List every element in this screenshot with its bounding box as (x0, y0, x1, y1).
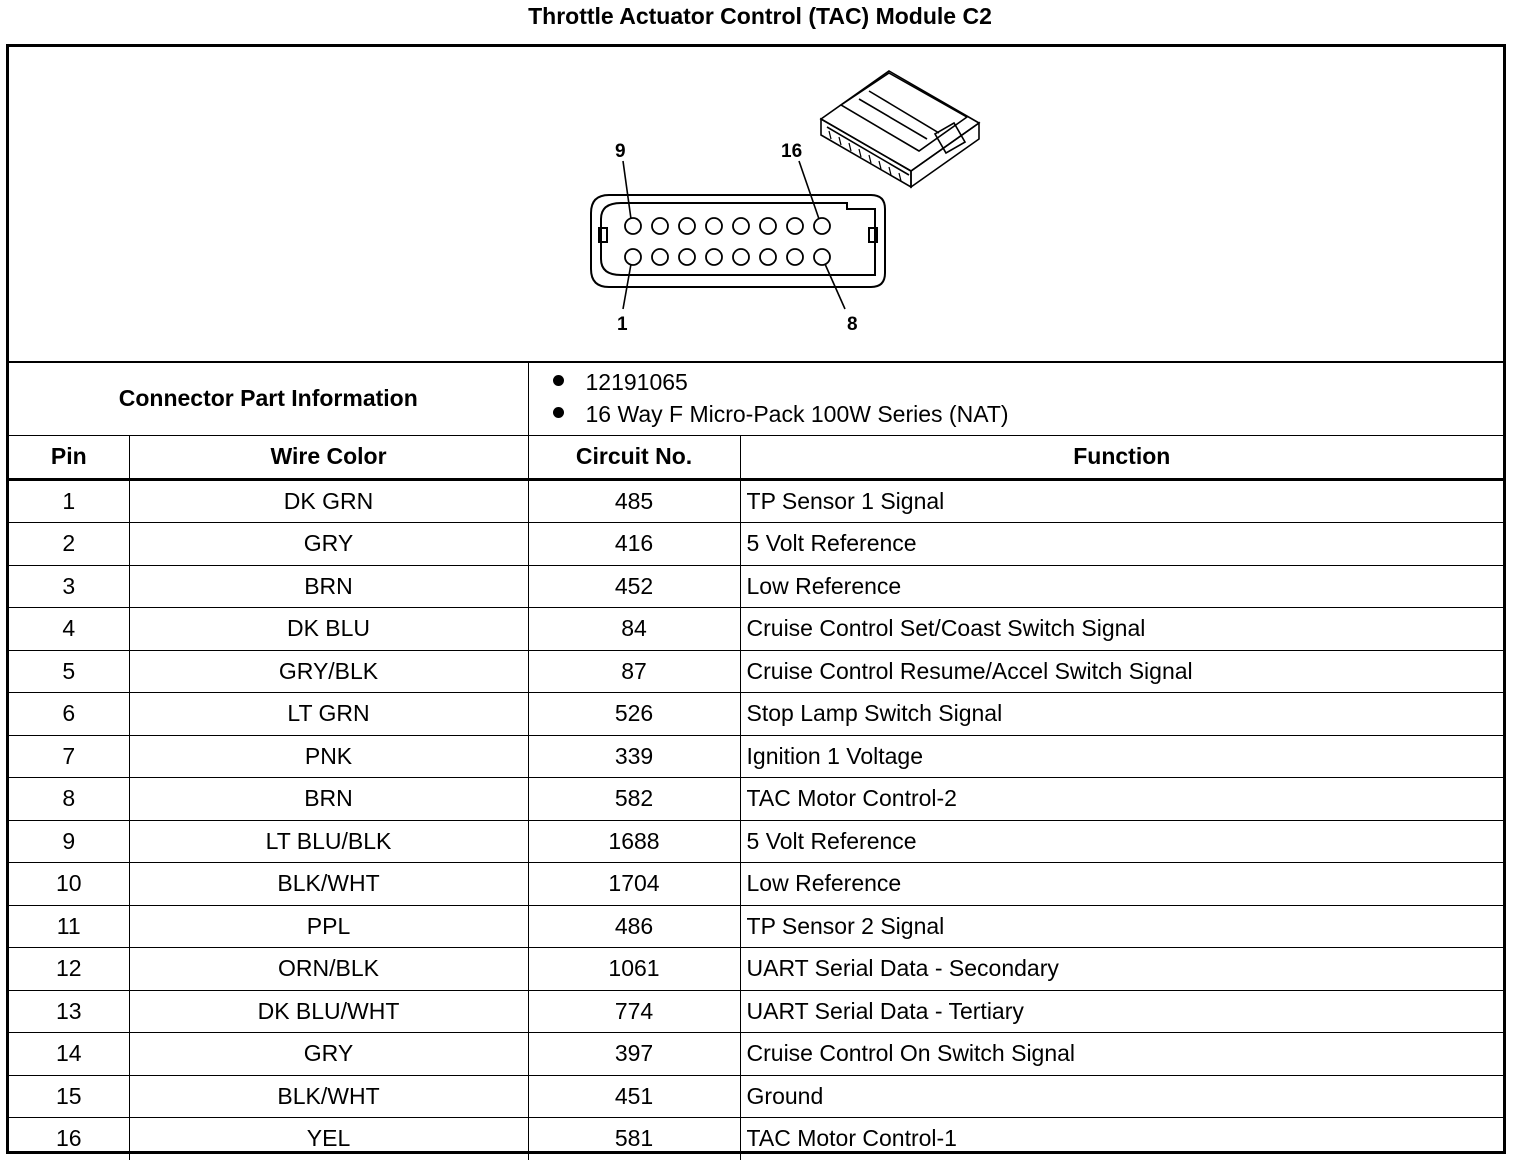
connector-info-item (553, 366, 1504, 398)
wire-color-cell: GRY/BLK (129, 650, 528, 693)
bullet-icon (553, 375, 564, 386)
page-title: Throttle Actuator Control (TAC) Module C2 (528, 3, 992, 29)
function-cell: 5 Volt Reference (740, 820, 1503, 863)
function-cell: 5 Volt Reference (740, 523, 1503, 566)
wire-color-cell: PNK (129, 735, 528, 778)
connector-face-drawing (9, 47, 1503, 361)
table-row (9, 990, 1503, 1033)
table-row (9, 863, 1503, 906)
pin-cell: 6 (9, 693, 129, 736)
circuit-cell: 451 (528, 1075, 740, 1118)
pin-cell: 8 (9, 778, 129, 821)
circuit-cell: 485 (528, 479, 740, 523)
wire-color-cell: BLK/WHT (129, 863, 528, 906)
wire-color-cell: DK GRN (129, 479, 528, 523)
pin-cell: 12 (9, 948, 129, 991)
circuit-cell: 339 (528, 735, 740, 778)
header-function: Function (740, 436, 1503, 480)
pin-cavities (625, 218, 830, 265)
table-row (9, 778, 1503, 821)
table-row (9, 820, 1503, 863)
pin-cell: 10 (9, 863, 129, 906)
connector-info-list (528, 361, 1503, 436)
table-row (9, 693, 1503, 736)
circuit-cell: 416 (528, 523, 740, 566)
wire-color-cell: PPL (129, 905, 528, 948)
header-pin: Pin (9, 436, 129, 480)
pin-cell: 15 (9, 1075, 129, 1118)
connector-description: 16 Way F Micro-Pack 100W Series (NAT) (585, 401, 1009, 427)
pin-cell: 1 (9, 479, 129, 523)
function-cell: Low Reference (740, 565, 1503, 608)
pin-cell: 13 (9, 990, 129, 1033)
wire-color-cell: LT BLU/BLK (129, 820, 528, 863)
table-row (9, 1075, 1503, 1118)
connector-info-row (9, 361, 1503, 436)
pin-cell: 9 (9, 820, 129, 863)
circuit-cell: 397 (528, 1033, 740, 1076)
function-cell: UART Serial Data - Secondary (740, 948, 1503, 991)
table-row (9, 523, 1503, 566)
pinout-table (9, 361, 1503, 1160)
table-row (9, 905, 1503, 948)
wire-color-cell: DK BLU/WHT (129, 990, 528, 1033)
wire-color-cell: BRN (129, 565, 528, 608)
pin-cell: 3 (9, 565, 129, 608)
pin-cell: 2 (9, 523, 129, 566)
circuit-cell: 774 (528, 990, 740, 1033)
wire-color-cell: BRN (129, 778, 528, 821)
table-row (9, 608, 1503, 651)
circuit-cell: 486 (528, 905, 740, 948)
wire-color-cell: YEL (129, 1118, 528, 1160)
function-cell: TAC Motor Control-2 (740, 778, 1503, 821)
connector-diagram (9, 47, 1503, 363)
bullet-icon (553, 407, 564, 418)
circuit-cell: 452 (528, 565, 740, 608)
part-number: 12191065 (585, 369, 688, 395)
pin-cell: 16 (9, 1118, 129, 1160)
pin-cell: 4 (9, 608, 129, 651)
connector-face (591, 195, 885, 287)
pin-label-8: 8 (847, 314, 858, 335)
circuit-cell: 84 (528, 608, 740, 651)
pin-cell: 7 (9, 735, 129, 778)
wire-color-cell: LT GRN (129, 693, 528, 736)
connector-frame (6, 44, 1506, 1154)
connector-3d-illustration (821, 71, 979, 187)
circuit-cell: 581 (528, 1118, 740, 1160)
function-cell: Low Reference (740, 863, 1503, 906)
function-cell: TAC Motor Control-1 (740, 1118, 1503, 1160)
wire-color-cell: GRY (129, 523, 528, 566)
table-row (9, 650, 1503, 693)
pin-label-9: 9 (615, 141, 626, 162)
connector-info-item (553, 398, 1504, 430)
function-cell: Ignition 1 Voltage (740, 735, 1503, 778)
table-row (9, 1118, 1503, 1160)
header-circuit: Circuit No. (528, 436, 740, 480)
pin-cell: 14 (9, 1033, 129, 1076)
circuit-cell: 582 (528, 778, 740, 821)
circuit-cell: 526 (528, 693, 740, 736)
table-header-row (9, 436, 1503, 480)
table-row (9, 565, 1503, 608)
wire-color-cell: GRY (129, 1033, 528, 1076)
function-cell: Cruise Control Resume/Accel Switch Signal (740, 650, 1503, 693)
function-cell: Ground (740, 1075, 1503, 1118)
function-cell: Cruise Control Set/Coast Switch Signal (740, 608, 1503, 651)
pin-label-16: 16 (781, 141, 803, 162)
wire-color-cell: BLK/WHT (129, 1075, 528, 1118)
function-cell: Cruise Control On Switch Signal (740, 1033, 1503, 1076)
function-cell: TP Sensor 2 Signal (740, 905, 1503, 948)
function-cell: TP Sensor 1 Signal (740, 479, 1503, 523)
connector-info-label: Connector Part Information (9, 361, 528, 436)
header-wire-color: Wire Color (129, 436, 528, 480)
table-row (9, 479, 1503, 523)
function-cell: Stop Lamp Switch Signal (740, 693, 1503, 736)
table-row (9, 1033, 1503, 1076)
pin-label-1: 1 (617, 314, 628, 335)
circuit-cell: 1061 (528, 948, 740, 991)
function-cell: UART Serial Data - Tertiary (740, 990, 1503, 1033)
circuit-cell: 87 (528, 650, 740, 693)
pin-cell: 11 (9, 905, 129, 948)
table-row (9, 735, 1503, 778)
table-row (9, 948, 1503, 991)
wire-color-cell: ORN/BLK (129, 948, 528, 991)
pin-cell: 5 (9, 650, 129, 693)
circuit-cell: 1704 (528, 863, 740, 906)
wire-color-cell: DK BLU (129, 608, 528, 651)
circuit-cell: 1688 (528, 820, 740, 863)
